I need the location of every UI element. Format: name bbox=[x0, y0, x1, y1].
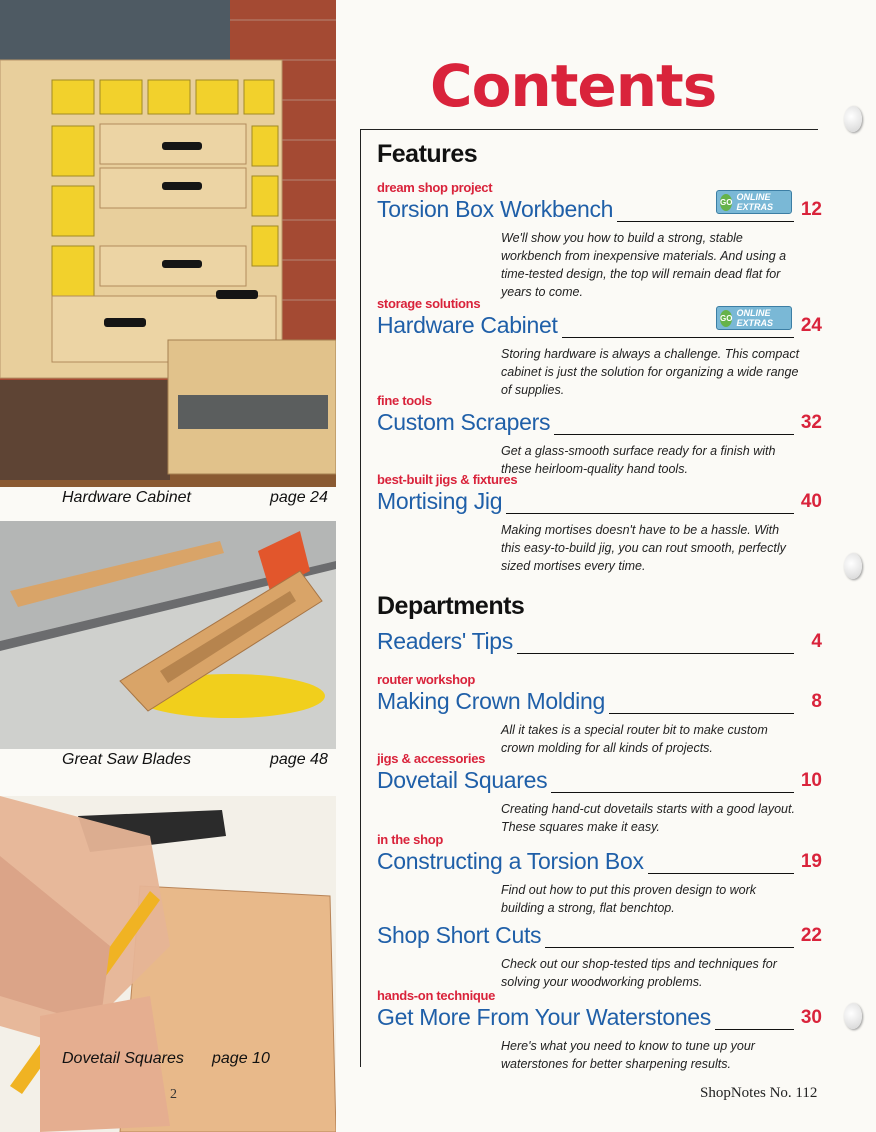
entry-title[interactable]: Get More From Your Waterstones bbox=[377, 1004, 715, 1031]
entry-title[interactable]: Torsion Box Workbench bbox=[377, 196, 617, 223]
entry-description: All it takes is a special router bit to make custom crown molding for all kinds of projects. bbox=[501, 723, 768, 755]
binder-hole bbox=[844, 106, 862, 132]
entry-description: Get a glass-smooth surface ready for a finish with these heirloom-quality hand tools. bbox=[501, 444, 776, 476]
entry-title[interactable]: Dovetail Squares bbox=[377, 767, 551, 794]
entry-kicker: best-built jigs & fixtures bbox=[377, 472, 518, 487]
entry-kicker: in the shop bbox=[377, 832, 444, 847]
entry-kicker: hands-on technique bbox=[377, 988, 496, 1003]
dovetail-square-illustration bbox=[0, 796, 336, 1132]
table-saw-illustration bbox=[0, 521, 336, 749]
entry-description: We'll show you how to build a strong, stable workbench from inexpensive materials. And using a time-tested design, the top will remain dead flat for years to come. bbox=[501, 231, 787, 299]
entry-title[interactable]: Mortising Jig bbox=[377, 488, 506, 515]
online-extras-badge[interactable] bbox=[716, 306, 792, 330]
toc-entry[interactable] bbox=[377, 393, 822, 478]
caption-page: page 48 bbox=[270, 751, 328, 768]
go-icon: GO bbox=[720, 194, 732, 211]
caption-hardware-cabinet bbox=[0, 487, 336, 511]
toc-entry[interactable] bbox=[377, 296, 822, 399]
hardware-cabinet-photo bbox=[0, 0, 336, 487]
toc-entry[interactable] bbox=[377, 672, 822, 757]
toc-entry[interactable] bbox=[377, 180, 822, 301]
hardware-cabinet-illustration bbox=[0, 0, 336, 487]
entry-title[interactable]: Constructing a Torsion Box bbox=[377, 848, 648, 875]
caption-saw-blades bbox=[0, 749, 336, 773]
toc-entry[interactable] bbox=[377, 472, 822, 575]
caption-text: Dovetail Squares bbox=[62, 1050, 184, 1067]
entry-title[interactable]: Custom Scrapers bbox=[377, 409, 554, 436]
caption-page: page 24 bbox=[270, 489, 328, 506]
saw-blades-photo bbox=[0, 521, 336, 749]
entry-page: 8 bbox=[811, 691, 822, 712]
entry-description: Creating hand-cut dovetails starts with a good layout. These squares make it easy. bbox=[501, 802, 795, 834]
entry-kicker: fine tools bbox=[377, 393, 432, 408]
entry-kicker: dream shop project bbox=[377, 180, 493, 195]
caption-text: Great Saw Blades bbox=[62, 751, 191, 768]
entry-description: Storing hardware is always a challenge. This compact cabinet is just the solution for organizing a wide range of supplies. bbox=[501, 347, 800, 397]
entry-kicker: storage solutions bbox=[377, 296, 481, 311]
left-page-number: 2 bbox=[170, 1087, 177, 1102]
issue-footer: ShopNotes No. 112 bbox=[700, 1085, 818, 1101]
entry-page: 24 bbox=[800, 315, 822, 336]
entry-page: 4 bbox=[811, 631, 822, 652]
entry-page: 22 bbox=[800, 925, 822, 946]
toc-entry[interactable] bbox=[377, 832, 822, 917]
entry-description: Find out how to put this proven design to work building a strong, flat benchtop. bbox=[501, 883, 757, 915]
entry-page: 12 bbox=[800, 199, 822, 220]
departments-heading: Departments bbox=[377, 592, 525, 620]
entry-kicker: router workshop bbox=[377, 672, 476, 687]
entry-description: Making mortises doesn't have to be a hassle. With this easy-to-build jig, you can rout smooth, perfectly sized mortises every time. bbox=[501, 523, 786, 573]
toc-entry[interactable] bbox=[377, 628, 822, 658]
toc-entry[interactable] bbox=[377, 988, 822, 1073]
go-icon: GO bbox=[720, 310, 732, 327]
badge-label: ONLINE EXTRAS bbox=[736, 192, 773, 212]
entry-page: 32 bbox=[800, 412, 822, 433]
badge-label: ONLINE EXTRAS bbox=[736, 308, 773, 328]
features-heading: Features bbox=[377, 140, 478, 168]
caption-text: Hardware Cabinet bbox=[62, 489, 191, 506]
binder-hole bbox=[844, 1003, 862, 1029]
page-title: Contents bbox=[430, 52, 717, 120]
entry-page: 30 bbox=[800, 1007, 822, 1028]
toc-entry[interactable] bbox=[377, 751, 822, 836]
entry-page: 40 bbox=[800, 491, 822, 512]
entry-title[interactable]: Making Crown Molding bbox=[377, 688, 609, 715]
entry-description: Check out our shop-tested tips and techniques for solving your woodworking problems. bbox=[501, 957, 777, 989]
entry-title[interactable]: Shop Short Cuts bbox=[377, 922, 545, 949]
entry-page: 10 bbox=[800, 770, 822, 791]
top-rule bbox=[360, 129, 818, 130]
entry-title[interactable]: Hardware Cabinet bbox=[377, 312, 562, 339]
dovetail-squares-photo bbox=[0, 796, 336, 1132]
entry-description: Here's what you need to know to tune up your waterstones for better sharpening results. bbox=[501, 1039, 755, 1071]
column-divider bbox=[360, 129, 361, 1067]
binder-hole bbox=[844, 553, 862, 579]
toc-entry[interactable] bbox=[377, 922, 822, 991]
caption-dovetail-squares bbox=[0, 1048, 336, 1072]
entry-title[interactable]: Readers' Tips bbox=[377, 628, 517, 655]
entry-kicker: jigs & accessories bbox=[377, 751, 486, 766]
entry-page: 19 bbox=[800, 851, 822, 872]
online-extras-badge[interactable] bbox=[716, 190, 792, 214]
caption-page: page 10 bbox=[212, 1050, 270, 1067]
